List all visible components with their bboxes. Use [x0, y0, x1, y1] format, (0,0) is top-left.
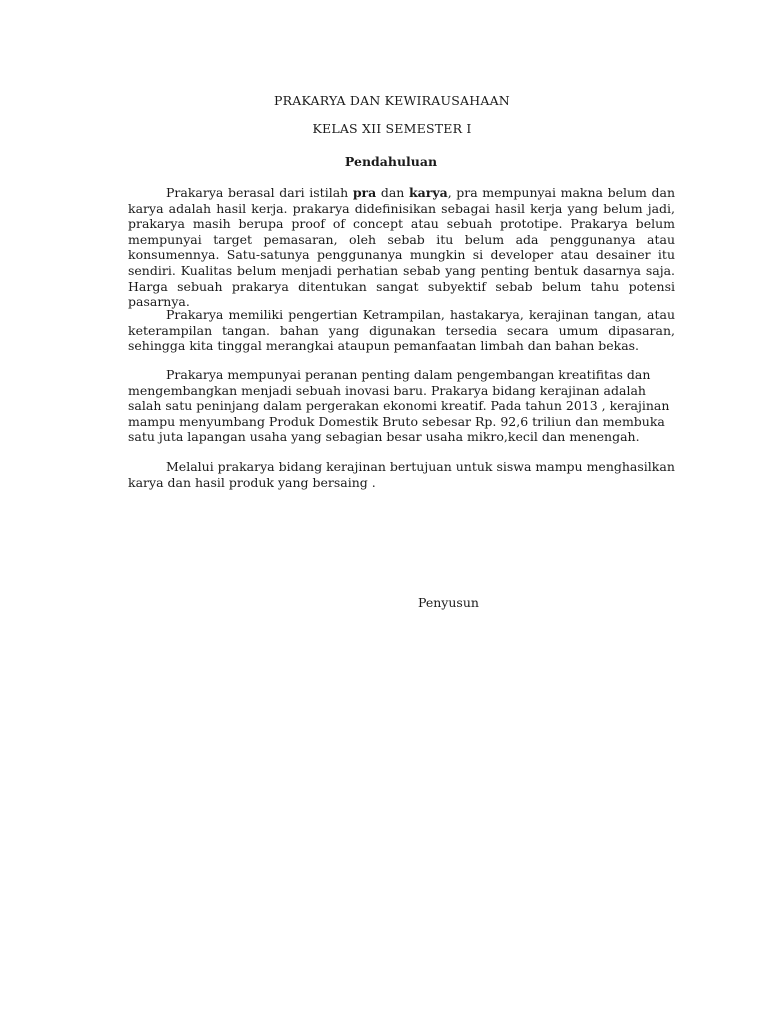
paragraph-2-text: Prakarya memiliki pengertian Ketrampilan, hastakarya, kerajinan tangan, atau keterampilan tangan. bahan yang digunakan tersedia secara umum dipasaran, sehingga kita tinggal merangkai ataupun pemanfaatan limbah dan bahan bekas. [128, 307, 675, 354]
paragraph-4 [128, 459, 675, 490]
signer-label: Penyusun [418, 595, 479, 610]
paragraph-1-part-c: dan [376, 185, 409, 200]
paragraph-3-text: Prakarya mempunyai peranan penting dalam pengembangan kreatifitas dan mengembangkan menjadi sebuah inovasi baru. Prakarya bidang kerajinan adalah salah satu peninjang dalam pergerakan ekonomi kreatif. Pada tahun 2013 , kerajinan mampu menyumbang Produk Domestik Bruto sebesar Rp. 92,6 triliun dan membuka satu juta lapangan usaha yang sebagian besar usaha mikro,kecil dan menengah. [128, 367, 670, 445]
paragraph-1-part-a: Prakarya berasal dari istilah [166, 185, 353, 200]
paragraph-1-bold-karya: karya [408, 185, 448, 200]
paragraph-1 [128, 185, 675, 310]
section-heading: Pendahuluan [344, 154, 438, 169]
document-title: PRAKARYA DAN KEWIRAUSAHAAN [274, 93, 510, 108]
paragraph-1-part-e: , pra mempunyai makna belum dan karya adalah hasil kerja. prakarya didefinisikan sebagai hasil kerja yang belum jadi, prakarya masih berupa proof of concept atau sebuah prototipe. Prakarya belum mempunyai target pemasaran, oleh sebab itu belum ada penggunanya atau konsumennya. Satu-satunya penggunanya mungkin si developer atau desainer itu sendiri. Kualitas belum menjadi perhatian sebab yang penting bentuk dasarnya saja. Harga sebuah prakarya ditentukan sangat subyektif sebab belum tahu potensi pasarnya. [128, 185, 675, 310]
paragraph-2 [128, 307, 675, 354]
document-subtitle: KELAS XII SEMESTER I [312, 121, 472, 136]
paragraph-1-text [128, 185, 675, 310]
paragraph-3 [128, 367, 675, 445]
paragraph-4-text: Melalui prakarya bidang kerajinan bertujuan untuk siswa mampu menghasilkan karya dan hasil produk yang bersaing . [128, 459, 675, 490]
paragraph-1-bold-pra: pra [352, 185, 377, 200]
